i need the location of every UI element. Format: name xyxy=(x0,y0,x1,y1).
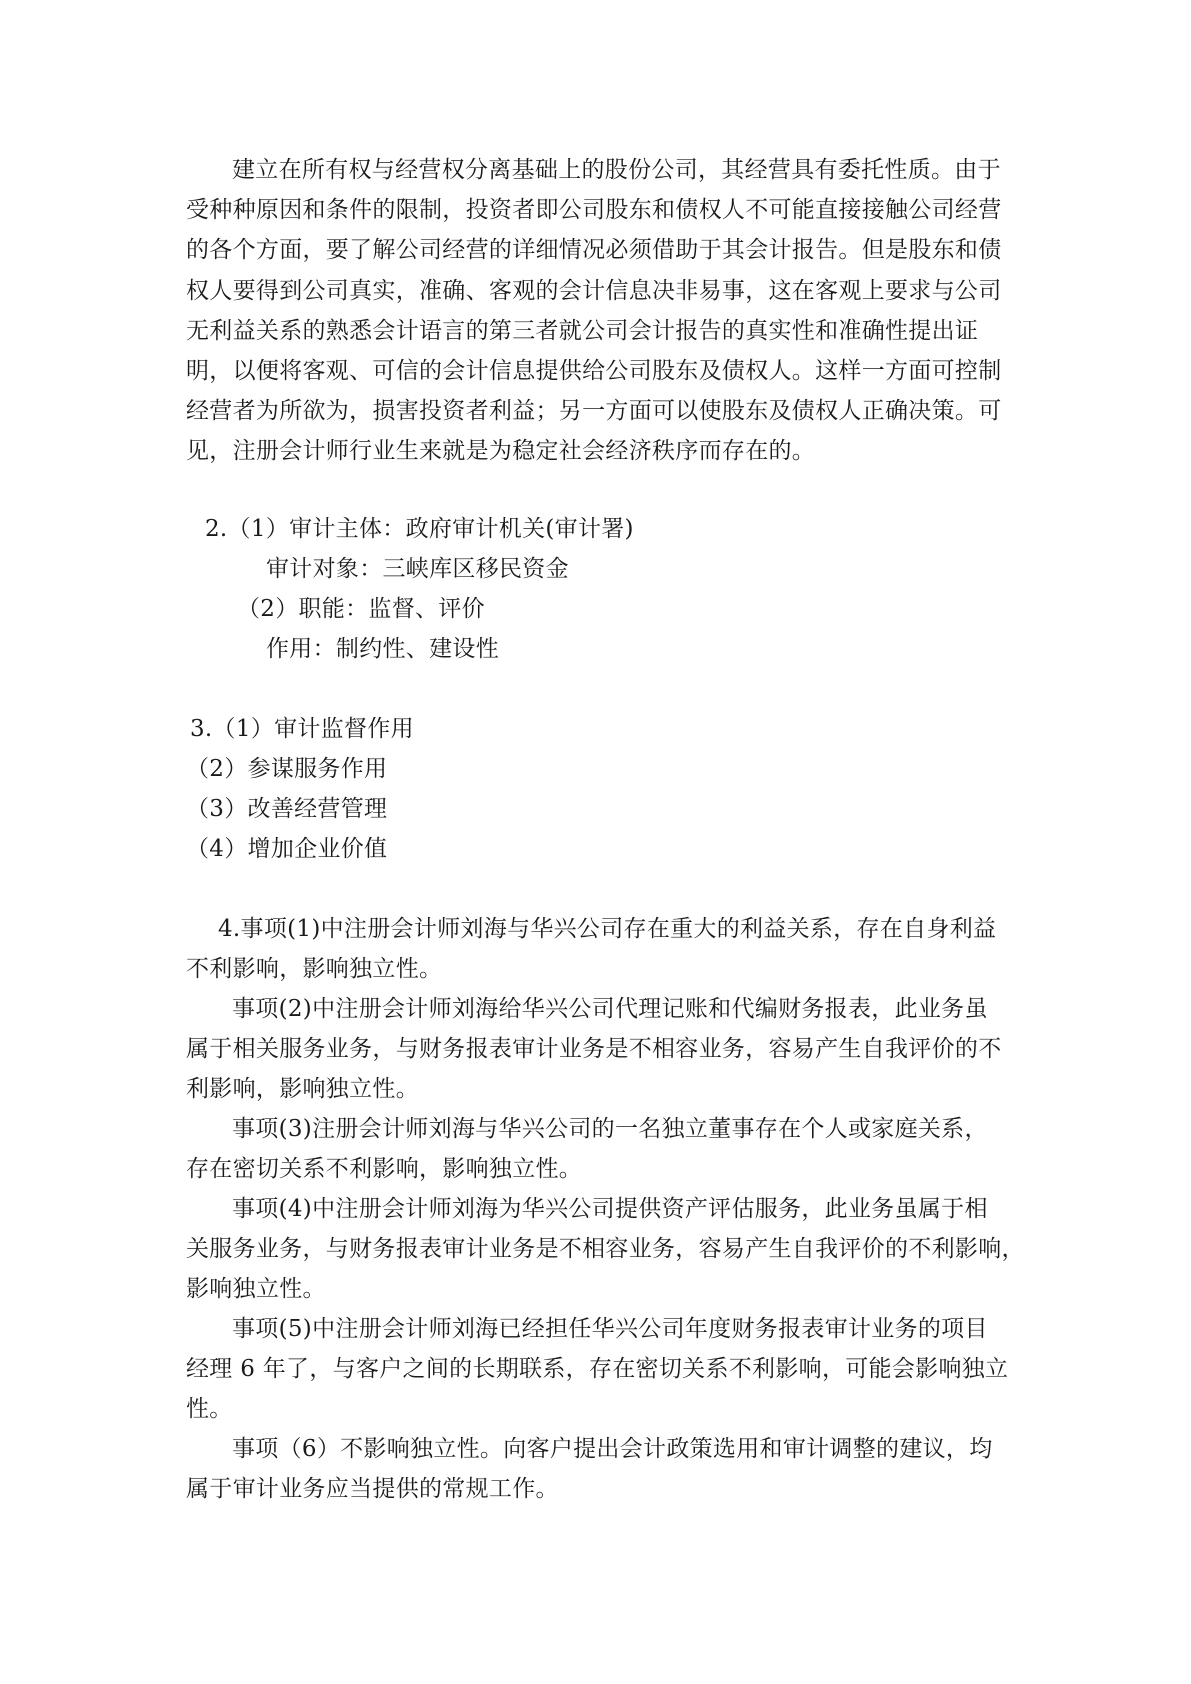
section4-line: 4.事项(1)中注册会计师刘海与华兴公司存在重大的利益关系，存在自身利益 xyxy=(218,916,997,942)
section3-item-2: （2）参谋服务作用 xyxy=(186,756,388,782)
paragraph1-line: 建立在所有权与经营权分离基础上的股份公司，其经营具有委托性质。由于 xyxy=(232,157,1001,183)
section4-line: 存在密切关系不利影响，影响独立性。 xyxy=(186,1156,583,1182)
section3-item-3: （3）改善经营管理 xyxy=(186,796,388,822)
paragraph1-line: 见，注册会计师行业生来就是为稳定社会经济秩序而存在的。 xyxy=(186,438,816,464)
section3-item-1: 3.（1）审计监督作用 xyxy=(190,716,414,742)
section4-line: 不利影响，影响独立性。 xyxy=(186,956,443,982)
section2-audit-object: 审计对象：三峡库区移民资金 xyxy=(266,556,569,582)
section2-functions: （2）职能：监督、评价 xyxy=(237,596,485,622)
section2-audit-subject: 2.（1）审计主体：政府审计机关(审计署) xyxy=(205,516,634,542)
section4-line: 性。 xyxy=(186,1396,233,1422)
section4-line: 事项(2)中注册会计师刘海给华兴公司代理记账和代编财务报表，此业务虽 xyxy=(232,996,988,1022)
paragraph1-line: 无利益关系的熟悉会计语言的第三者就公司会计报告的真实性和准确性提出证 xyxy=(186,318,979,344)
section4-line: 经理 6 年了，与客户之间的长期联系，存在密切关系不利影响，可能会影响独立 xyxy=(186,1356,1009,1382)
paragraph1-line: 经营者为所欲为，损害投资者利益；另一方面可以使股东及债权人正确决策。可 xyxy=(186,398,1002,424)
section2-roles: 作用：制约性、建设性 xyxy=(266,636,499,662)
paragraph1-line: 明，以便将客观、可信的会计信息提供给公司股东及债权人。这样一方面可控制 xyxy=(186,358,1002,384)
section4-line: 影响独立性。 xyxy=(186,1276,326,1302)
section4-line: 关服务业务，与财务报表审计业务是不相容业务，容易产生自我评价的不利影响， xyxy=(186,1236,1025,1262)
paragraph1-line: 的各个方面，要了解公司经营的详细情况必须借助于其会计报告。但是股东和债 xyxy=(186,237,1002,263)
section4-line: 属于相关服务业务，与财务报表审计业务是不相容业务，容易产生自我评价的不 xyxy=(186,1036,1002,1062)
paragraph1-line: 受种种原因和条件的限制，投资者即公司股东和债权人不可能直接接触公司经营 xyxy=(186,197,1002,223)
section4-line: 事项(3)注册会计师刘海与华兴公司的一名独立董事存在个人或家庭关系， xyxy=(232,1116,988,1142)
section3-item-4: （4）增加企业价值 xyxy=(186,836,388,862)
section4-line: 事项(5)中注册会计师刘海已经担任华兴公司年度财务报表审计业务的项目 xyxy=(232,1316,988,1342)
section4-line: 属于审计业务应当提供的常规工作。 xyxy=(186,1476,559,1502)
paragraph1-line: 权人要得到公司真实，准确、客观的会计信息决非易事，这在客观上要求与公司 xyxy=(186,278,1002,304)
section4-line: 事项（6）不影响独立性。向客户提出会计政策选用和审计调整的建议，均 xyxy=(232,1436,993,1462)
section4-line: 事项(4)中注册会计师刘海为华兴公司提供资产评估服务，此业务虽属于相 xyxy=(232,1196,988,1222)
section4-line: 利影响，影响独立性。 xyxy=(186,1076,419,1102)
